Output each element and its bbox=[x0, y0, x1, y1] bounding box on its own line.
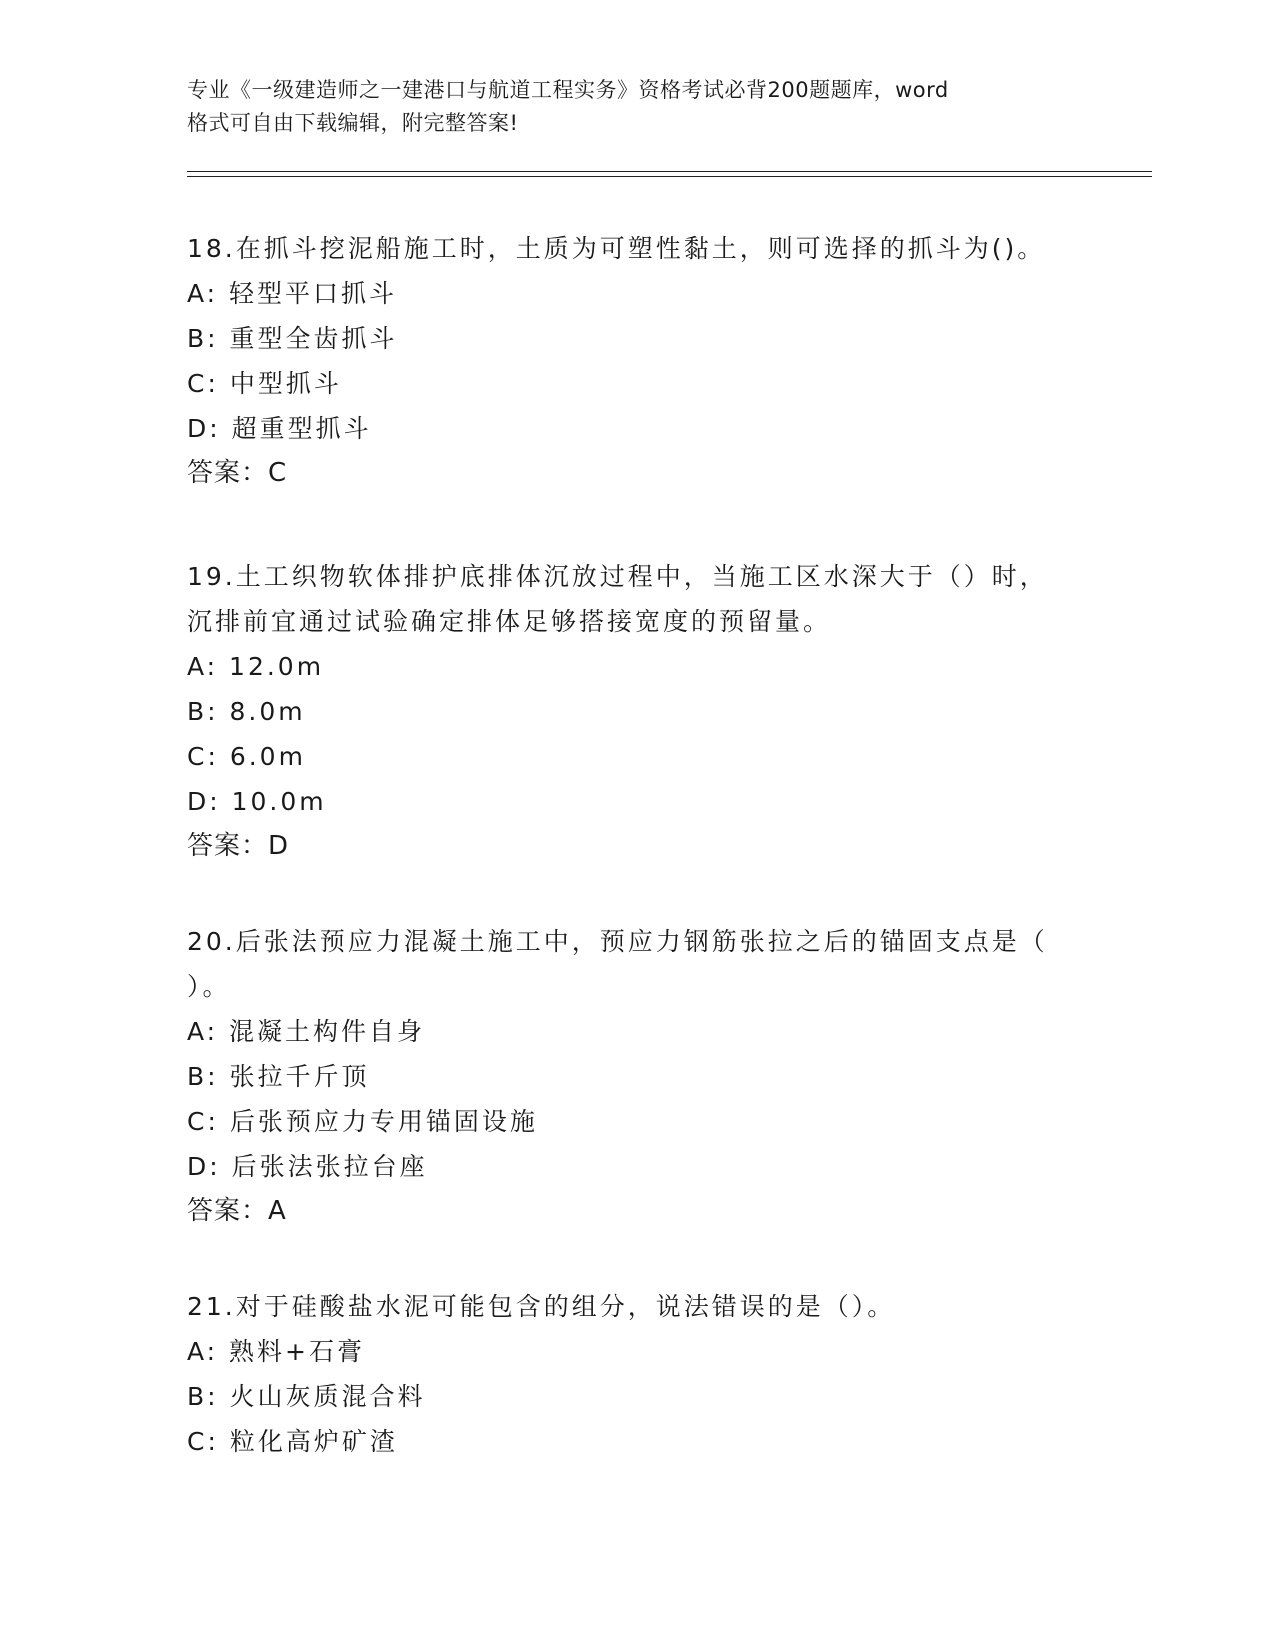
answer: 答案：D bbox=[187, 831, 290, 861]
question-18 bbox=[187, 226, 1087, 496]
question-21 bbox=[187, 1284, 1087, 1464]
option-a: A: 熟料+石膏 bbox=[187, 1337, 365, 1366]
option-a: A: 12.0m bbox=[187, 652, 325, 681]
header-line-1: 专业《一级建造师之一建港口与航道工程实务》资格考试必背200题题库，word bbox=[187, 78, 949, 102]
answer: 答案：C bbox=[187, 458, 288, 488]
question-text: 19.土工织物软体排护底排体沉放过程中，当施工区水深大于（）时， bbox=[187, 562, 1048, 591]
header-rule-top bbox=[187, 171, 1152, 172]
option-a: A: 混凝土构件自身 bbox=[187, 1017, 426, 1046]
document-header bbox=[187, 74, 1087, 140]
option-d: D: 超重型抓斗 bbox=[187, 414, 372, 443]
question-text: 18.在抓斗挖泥船施工时，土质为可塑性黏土，则可选择的抓斗为()。 bbox=[187, 234, 1046, 263]
option-c: C: 中型抓斗 bbox=[187, 369, 342, 398]
option-b: B: 8.0m bbox=[187, 697, 306, 726]
option-c: C: 6.0m bbox=[187, 742, 306, 771]
header-line-2: 格式可自由下载编辑，附完整答案! bbox=[187, 111, 519, 135]
option-c: C: 粒化高炉矿渣 bbox=[187, 1427, 398, 1456]
question-20 bbox=[187, 919, 1087, 1234]
option-a: A: 轻型平口抓斗 bbox=[187, 279, 398, 308]
answer: 答案：A bbox=[187, 1196, 287, 1226]
question-19 bbox=[187, 554, 1087, 869]
question-text: 20.后张法预应力混凝土施工中，预应力钢筋张拉之后的锚固支点是（ bbox=[187, 927, 1048, 956]
option-b: B: 火山灰质混合料 bbox=[187, 1382, 426, 1411]
question-text-cont: ）。 bbox=[187, 972, 231, 1001]
header-rule-bottom bbox=[187, 176, 1152, 177]
option-b: B: 重型全齿抓斗 bbox=[187, 324, 398, 353]
question-text: 21.对于硅酸盐水泥可能包含的组分，说法错误的是（）。 bbox=[187, 1292, 896, 1321]
option-b: B: 张拉千斤顶 bbox=[187, 1062, 370, 1091]
option-d: D: 10.0m bbox=[187, 787, 327, 816]
option-c: C: 后张预应力专用锚固设施 bbox=[187, 1107, 538, 1136]
question-text-cont: 沉排前宜通过试验确定排体足够搭接宽度的预留量。 bbox=[187, 607, 832, 636]
option-d: D: 后张法张拉台座 bbox=[187, 1152, 428, 1181]
